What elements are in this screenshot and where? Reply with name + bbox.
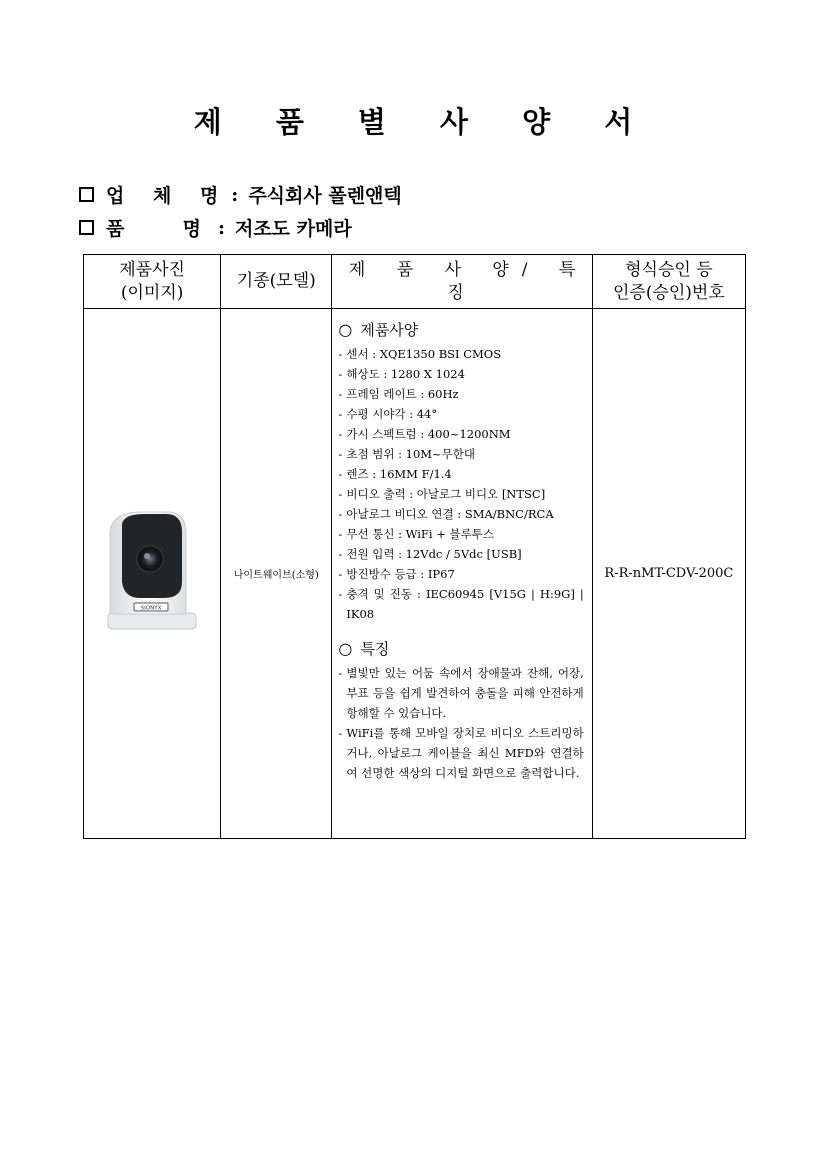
product-value: 저조도 카메라	[234, 218, 352, 240]
header-cert-line1: 형식승인 등	[625, 259, 713, 280]
checkbox-square-icon	[79, 187, 94, 202]
list-item: - 비디오 출력 : 아날로그 비디오 [NTSC]	[338, 484, 583, 504]
list-item: - 수평 시야각 : 44°	[338, 404, 583, 424]
table-header-row	[84, 255, 746, 309]
header-model: 기종(모델)	[221, 255, 332, 309]
product-separator: :	[217, 216, 225, 239]
camera-brand: SIONYX	[140, 605, 162, 611]
feature-heading-text: 특징	[360, 640, 390, 658]
list-item: - 방진방수 등급 : IP67	[338, 564, 583, 584]
spec-cell	[332, 309, 592, 839]
list-item: - 가시 스펙트럼 : 400~1200NM	[338, 424, 583, 444]
company-label: 업 체 명	[106, 185, 230, 207]
header-spec: 제 품 사 양/ 특 징	[332, 255, 592, 309]
header-photo	[84, 255, 221, 309]
list-item: - 렌즈 : 16MM F/1.4	[338, 464, 583, 484]
model-cell: 나이트웨이브(소형)	[221, 309, 332, 839]
list-item: - 별빛만 있는 어둠 속에서 장애물과 잔해, 어장, 부표 등을 쉽게 발견하여 충돌을 피해 안전하게 항해할 수 있습니다.	[338, 663, 583, 723]
camera-image	[102, 510, 202, 634]
company-line	[79, 181, 402, 208]
document-title: 제 품 별 사 양 서	[193, 105, 655, 139]
list-item: - 프레임 레이트 : 60Hz	[338, 384, 583, 404]
list-item: - 센서 : XQE1350 BSI CMOS	[338, 344, 583, 364]
header-cert	[592, 255, 745, 309]
header-cert-line2: 인증(승인)번호	[612, 282, 725, 303]
list-item: - 충격 및 진동 : IEC60945 [V15G | H:9G] | IK08	[338, 584, 583, 624]
list-item: - WiFi를 통해 모바일 장치로 비디오 스트리밍하거나, 아날로그 케이블을 최신 MFD와 연결하여 선명한 색상의 디지털 화면으로 출력합니다.	[338, 723, 583, 783]
list-item: - 전원 입력 : 12Vdc / 5Vdc [USB]	[338, 544, 583, 564]
cert-number-cell: R-R-nMT-CDV-200C	[592, 309, 745, 839]
list-item: - 초점 범위 : 10M~무한대	[338, 444, 583, 464]
product-photo-cell	[84, 309, 221, 839]
feature-list	[338, 663, 583, 783]
list-item: - 아날로그 비디오 연결 : SMA/BNC/RCA	[338, 504, 583, 524]
company-separator: :	[231, 183, 239, 206]
company-value: 주식회사 폴렌앤텍	[248, 185, 402, 207]
product-label: 품 명	[106, 218, 216, 240]
list-item: - 해상도 : 1280 X 1024	[338, 364, 583, 384]
spec-heading	[338, 319, 583, 340]
header-photo-line2: (이미지)	[120, 282, 184, 303]
checkbox-square-icon	[79, 220, 94, 235]
product-line	[79, 214, 352, 241]
list-item: - 무선 통신 : WiFi + 블루투스	[338, 524, 583, 544]
feature-heading	[338, 638, 583, 659]
circle-bullet-icon: ○	[338, 639, 353, 658]
spec-table	[83, 254, 746, 839]
spec-list	[338, 344, 583, 624]
spec-heading-text: 제품사양	[360, 321, 419, 339]
header-photo-line1: 제품사진	[119, 259, 185, 280]
table-row	[84, 309, 746, 839]
circle-bullet-icon: ○	[338, 320, 353, 339]
